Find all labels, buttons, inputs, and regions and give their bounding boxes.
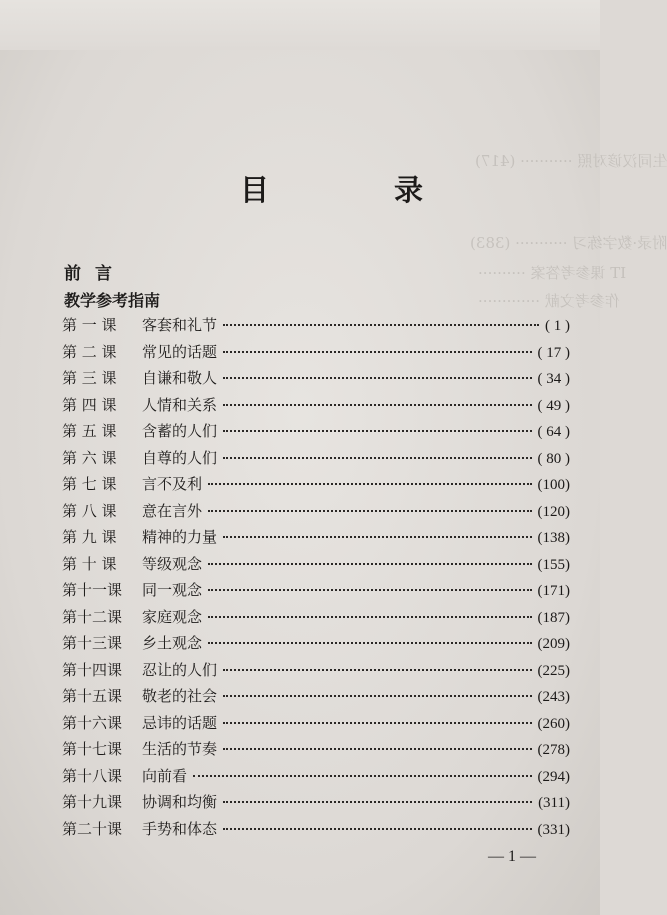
- toc-row[interactable]: [62, 473, 570, 500]
- bleed-through-text: 生同汉谚对照 ··········· (417): [475, 152, 667, 170]
- toc-lesson-number: 第十一课: [62, 581, 123, 599]
- toc-lesson-title: 常见的话题: [142, 342, 218, 361]
- toc-leader-dots: [208, 562, 531, 565]
- toc-page-number: (260): [537, 715, 570, 732]
- toc-row[interactable]: [62, 579, 570, 606]
- toc-lesson-title: 向前看: [142, 766, 188, 785]
- toc-page-number: (138): [537, 530, 570, 546]
- toc-leader-dots: [193, 774, 531, 777]
- page-top-edge: [0, 0, 600, 50]
- toc-lesson-title: 人情和关系: [142, 395, 218, 414]
- toc-lesson-number: 第十七课: [62, 740, 123, 758]
- toc-leader-dots: [208, 615, 531, 618]
- bleed-through-text: 作参考文献 ·············: [478, 292, 620, 310]
- toc-row[interactable]: [62, 447, 570, 474]
- toc-lesson-number: 第 七 课: [62, 475, 117, 493]
- toc-page-number: (278): [537, 742, 570, 758]
- toc-page-number: ( 34 ): [537, 371, 570, 387]
- toc-leader-dots: [223, 747, 531, 750]
- toc-row[interactable]: [62, 738, 570, 765]
- toc-row[interactable]: [62, 632, 570, 659]
- toc-lesson-number: 第 六 课: [62, 448, 117, 467]
- toc-lesson-number: 第 一 课: [62, 316, 117, 334]
- toc-lesson-title: 敬老的社会: [142, 687, 218, 705]
- toc-row[interactable]: [62, 818, 570, 845]
- toc-row[interactable]: [62, 367, 570, 394]
- foreword-heading: 前言: [64, 264, 126, 284]
- toc-lesson-title: 生活的节奏: [142, 740, 218, 758]
- toc-lesson-title: 自尊的人们: [142, 448, 218, 467]
- toc-lesson-title: 含蓄的人们: [142, 422, 218, 440]
- toc-page-number: (311): [538, 795, 570, 811]
- toc-lesson-number: 第十四课: [62, 660, 123, 679]
- toc-lesson-title: 意在言外: [142, 501, 203, 520]
- toc-leader-dots: [223, 456, 531, 459]
- toc-row[interactable]: [62, 394, 570, 421]
- toc-lesson-number: 第 十 课: [62, 554, 117, 573]
- toc-lesson-title: 手势和体态: [142, 819, 218, 838]
- toc-row[interactable]: [62, 420, 570, 447]
- toc-lesson-title: 忍让的人们: [142, 660, 218, 679]
- toc-page-number: (100): [537, 477, 570, 493]
- toc-lesson-number: 第 五 课: [62, 422, 117, 440]
- toc-page-number: (120): [537, 503, 570, 520]
- page-number-footer: — 1 —: [488, 848, 536, 865]
- toc-row[interactable]: [62, 553, 570, 580]
- toc-lesson-title: 客套和礼节: [142, 316, 218, 334]
- toc-leader-dots: [223, 535, 531, 538]
- toc-leader-dots: [223, 800, 532, 803]
- toc-leader-dots: [223, 668, 531, 671]
- toc-leader-dots: [223, 403, 531, 406]
- toc-lesson-title: 乡土观念: [142, 634, 203, 652]
- toc-row[interactable]: [62, 712, 570, 739]
- toc-row[interactable]: [62, 685, 570, 712]
- toc-row[interactable]: [62, 791, 570, 818]
- toc-lesson-title: 等级观念: [142, 554, 203, 573]
- toc-lesson-number: 第十八课: [62, 766, 123, 785]
- page-title: 目 录: [240, 173, 472, 207]
- toc-row[interactable]: [62, 765, 570, 792]
- toc-leader-dots: [223, 721, 531, 724]
- toc-leader-dots: [223, 323, 539, 326]
- toc-row[interactable]: [62, 659, 570, 686]
- toc-leader-dots: [223, 827, 531, 830]
- toc-row[interactable]: [62, 526, 570, 553]
- toc-page-number: (331): [537, 821, 570, 838]
- toc-row[interactable]: [62, 500, 570, 527]
- toc-page-number: ( 49 ): [537, 397, 570, 414]
- toc-lesson-number: 第十六课: [62, 713, 123, 732]
- table-of-contents: [62, 314, 570, 844]
- toc-leader-dots: [208, 641, 531, 644]
- guide-heading: 教学参考指南: [64, 291, 161, 310]
- toc-lesson-title: 协调和均衡: [142, 793, 218, 811]
- toc-page-number: ( 80 ): [537, 450, 570, 467]
- toc-leader-dots: [223, 429, 531, 432]
- toc-leader-dots: [208, 509, 531, 512]
- bleed-through-text: 附录·数字练习 ··········· (383): [470, 234, 667, 252]
- toc-lesson-number: 第十二课: [62, 607, 123, 626]
- toc-leader-dots: [223, 350, 531, 353]
- toc-lesson-number: 第十九课: [62, 793, 123, 811]
- toc-page-number: (155): [537, 556, 570, 573]
- toc-lesson-title: 言不及利: [142, 475, 203, 493]
- toc-page-number: (171): [537, 583, 570, 599]
- toc-leader-dots: [208, 482, 531, 485]
- toc-lesson-number: 第 三 课: [62, 369, 117, 387]
- toc-lesson-title: 忌讳的话题: [142, 713, 218, 732]
- toc-lesson-title: 精神的力量: [142, 528, 218, 546]
- toc-row[interactable]: [62, 314, 570, 341]
- toc-page-number: (209): [537, 636, 570, 652]
- toc-page-number: (294): [537, 768, 570, 785]
- toc-lesson-title: 家庭观念: [142, 607, 203, 626]
- toc-lesson-number: 第十五课: [62, 687, 123, 705]
- toc-lesson-number: 第十三课: [62, 634, 123, 652]
- toc-page-number: (243): [537, 689, 570, 705]
- bleed-through-text: IT 课参考答案 ··········: [478, 264, 627, 282]
- toc-page-number: (225): [537, 662, 570, 679]
- toc-lesson-number: 第二十课: [62, 819, 123, 838]
- toc-leader-dots: [223, 376, 531, 379]
- toc-lesson-title: 同一观念: [142, 581, 203, 599]
- toc-page-number: ( 64 ): [537, 424, 570, 440]
- toc-lesson-number: 第 二 课: [62, 342, 117, 361]
- toc-page-number: ( 1 ): [545, 318, 570, 334]
- toc-lesson-number: 第 九 课: [62, 528, 117, 546]
- toc-lesson-number: 第 八 课: [62, 501, 117, 520]
- toc-row[interactable]: [62, 606, 570, 633]
- toc-lesson-title: 自谦和敬人: [142, 369, 218, 387]
- toc-row[interactable]: [62, 341, 570, 368]
- toc-leader-dots: [223, 694, 531, 697]
- toc-lesson-number: 第 四 课: [62, 395, 117, 414]
- toc-page-number: ( 17 ): [537, 344, 570, 361]
- toc-page-number: (187): [537, 609, 570, 626]
- toc-leader-dots: [208, 588, 531, 591]
